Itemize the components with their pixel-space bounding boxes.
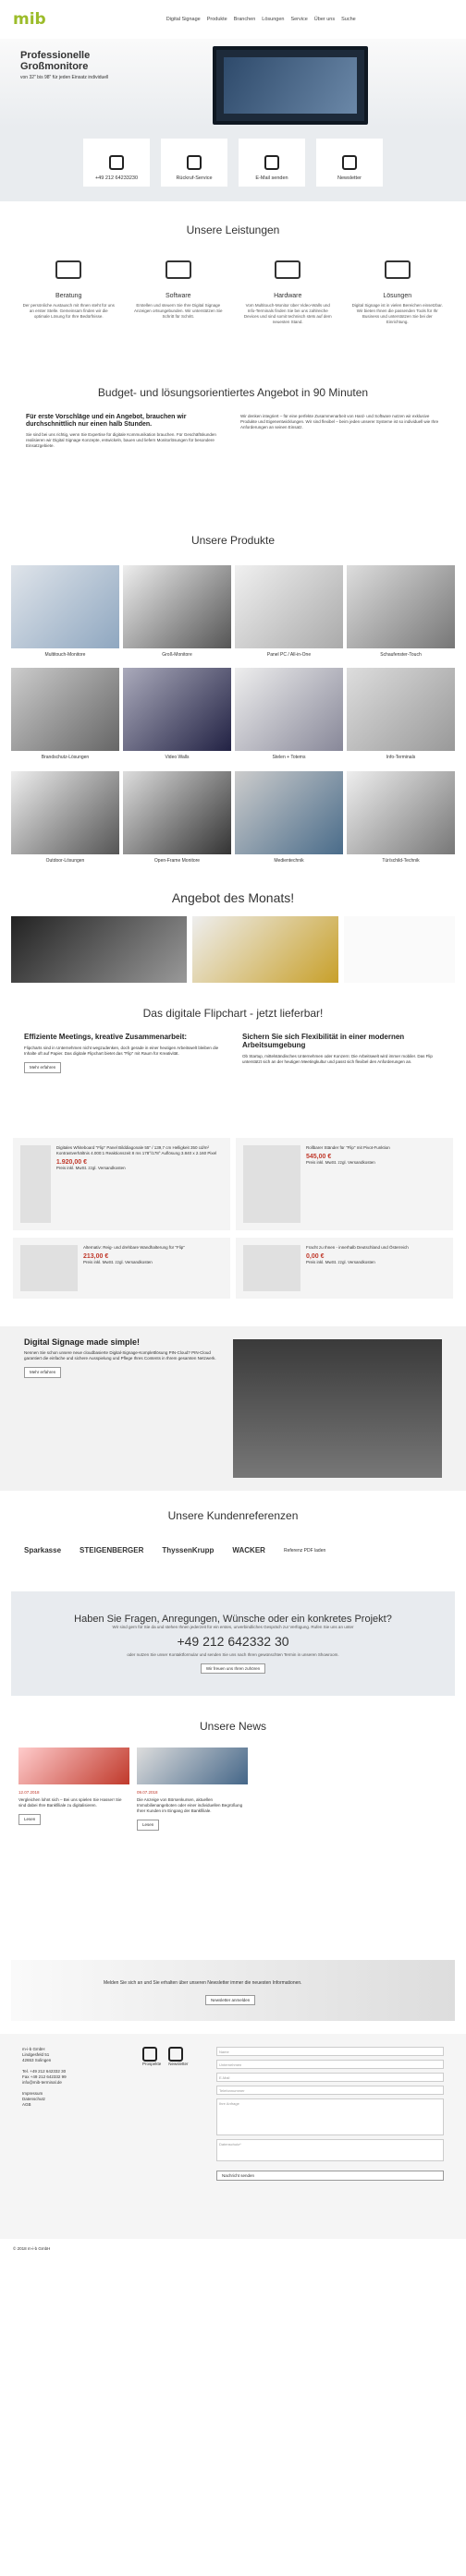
- nav-item[interactable]: Über uns: [313, 17, 336, 22]
- services-title: Unsere Leistungen: [186, 224, 280, 236]
- nav-item[interactable]: Digital Signage: [166, 17, 201, 22]
- offer-image: [192, 916, 338, 983]
- flipchart-text: Effiziente Meetings, kreative Zusammenarbeit: Flipcharts sind in Unternehmen nicht wegzudenken, doch gerade in einer heutigen Arbeitswelt bleiben die Inhalte oft auf Papier. Das digitale Flipchart bietet das "Flip" mit Raum für Kreativität. Mehr erfahren Sichern Sie sich Flexibilität in einer modernen Arbeitsumgebung Ob Startup, mittelständisches Unternehmen oder Konzern: Die Arbeitswelt wird immer mobiler. Das Flip unterstützt sich an der heutigen Meetingkultur und passt sich flexibel den Anforderungen an.: [0, 1027, 466, 1129]
- newsletter-box[interactable]: Newsletter: [316, 139, 383, 187]
- document-icon: [142, 2047, 157, 2062]
- services: [0, 260, 466, 353]
- footer-link[interactable]: Datenschutz: [22, 2097, 46, 2101]
- product-tile[interactable]: Tür/schild-Technik: [347, 771, 455, 867]
- hero-title: Professionelle Großmonitore: [20, 50, 91, 72]
- flip-panel-image: [20, 1145, 51, 1223]
- product-card[interactable]: Fracht zu Ihnen - innerhalb Deutschland und Österreich 0,00 € Preis inkl. MwSt. zzgl. Versandkosten: [236, 1238, 453, 1299]
- product-tile[interactable]: Schaufenster-Touch: [347, 565, 455, 661]
- hero-monitor-image: [213, 46, 368, 125]
- pin-cloud-image: [233, 1339, 442, 1478]
- digital-signage-section: Digital Signage made simple! Nennen Sie schon unsere neue cloudbasierte Digital-Signage-Komplettlösung PIN-Cloud? PIN-Cloud garantiert die einfache und sichere Ausspielung und Pflege Ihres Contents in Ihrem gesamten Netzwerk. Mehr erfahren: [0, 1326, 466, 1491]
- shipping-image: [243, 1245, 300, 1291]
- company-field[interactable]: Unternehmen: [216, 2060, 444, 2069]
- flip-products-row2: [13, 1238, 453, 1299]
- wall-mount-image: [20, 1245, 78, 1291]
- nav-item[interactable]: Lösungen: [262, 17, 285, 22]
- product-card[interactable]: Alternativ: Reig- und drehbare Wandhalterung für "Flip" 213,00 € Preis inkl. MwSt. zzgl. Versandkosten: [13, 1238, 230, 1299]
- service-loesungen: Lösungen Digital Signage ist in vielen Bereichen einsetzbar. Wir bieten Ihnen die passenden Tools für Ihr Business und unterstützen Sie bei der Einrichtung.: [351, 260, 445, 353]
- product-tile[interactable]: Open-Frame Monitore: [123, 771, 231, 867]
- top-header: [0, 0, 466, 39]
- contact-cta: Haben Sie Fragen, Anregungen, Wünsche oder ein konkretes Projekt? Wir sind gern für Sie da und stehen Ihnen jederzeit für ein erstes, unverbindliches Gespräch zur Verfügung. Rufen Sie uns an unter +49 212 642332 30 oder nutzen Sie unser Kontaktformular und senden Sie uns nach Ihren gewünschten Termin in unseren Showroom. Wir freuen uns Ihren zuhören: [11, 1591, 455, 1696]
- service-hardware: Hardware Vom Multitouch-Monitor über Video-Walls und Info-Terminals finden Sie bei uns zahlreiche Devices und sind somit technisch stets auf dem neuesten Stand.: [241, 260, 335, 353]
- monitor-icon: [275, 260, 300, 279]
- products-title: Unsere Produkte: [190, 534, 276, 547]
- footer: m-i-b GmbH Lindgesfeld 51 42653 Solingen Tel. +49 212 642332 30 Fax +49 212 642332 99 info@mib-terminal.de Impressum Datenschutz AGB Prospekte Newsletter Name Unternehmen E-Mail Telefonnummer Ihre Anfrage Datenschutz* Nachricht senden: [0, 2034, 466, 2239]
- newsletter-link[interactable]: Newsletter: [168, 2047, 188, 2226]
- logo-wacker: WACKER: [232, 1546, 265, 1554]
- more-button[interactable]: Mehr erfahren: [24, 1062, 61, 1073]
- logo[interactable]: mib: [13, 10, 46, 29]
- name-field[interactable]: Name: [216, 2047, 444, 2056]
- nav-item[interactable]: Suche: [341, 17, 356, 22]
- newsletter-icon: [342, 155, 357, 170]
- month-offer-images[interactable]: [0, 916, 466, 983]
- offer-image: [11, 916, 187, 983]
- month-title: Angebot des Monats!: [171, 890, 295, 905]
- product-tile[interactable]: Groß-Monitore: [123, 565, 231, 661]
- product-card[interactable]: Rollbarer Ständer für "Flip" mit Pivot-Funktion 545,00 € Preis inkl. MwSt. zzgl. Versandkosten: [236, 1138, 453, 1230]
- submit-button[interactable]: Nachricht senden: [216, 2171, 444, 2181]
- people-icon: [55, 260, 81, 279]
- newsletter-icon: [168, 2047, 183, 2062]
- callback-icon: [187, 155, 202, 170]
- stand-image: [243, 1145, 300, 1223]
- references-title: Unsere Kundenreferenzen: [167, 1509, 299, 1522]
- reference-logos: [0, 1528, 466, 1573]
- cta-phone[interactable]: +49 212 642332 30: [177, 1634, 289, 1649]
- product-tile[interactable]: Brandschutz-Lösungen: [11, 668, 119, 764]
- flipchart-title: Das digitale Flipchart - jetzt lieferbar!: [142, 1007, 324, 1020]
- logo-sparkasse: Sparkasse: [24, 1546, 62, 1554]
- footer-link[interactable]: AGB: [22, 2102, 31, 2107]
- service-software: Software Erstellen und steuern Sie Ihre Digital Signage Anzeigen ortsungebunden. Wir unterstützen Sie Schritt für Schritt.: [132, 260, 226, 353]
- news-title: Unsere News: [199, 1720, 267, 1733]
- contact-form: [216, 2047, 444, 2226]
- footer-email[interactable]: info@mib-terminal.de: [22, 2080, 62, 2085]
- product-grid: [0, 565, 466, 870]
- nav-item[interactable]: Branchen: [233, 17, 256, 22]
- cta-button[interactable]: Wir freuen uns Ihren zuhören: [201, 1663, 265, 1674]
- product-tile[interactable]: Outdoor-Lösungen: [11, 771, 119, 867]
- product-card[interactable]: Digitales Whiteboard "Flip" Panel Bilddiagonale 55" / 139,7 cm Helligkeit 350 cd/m² Kontrastverhältnis 4.000:1 Reaktionszeit 8 ms 178°/178° Auflösung 3.840 x 2.160 Pixel 1.920,00 € Preis inkl. MwSt. zzgl. Versandkosten: [13, 1138, 230, 1230]
- offer-image: [344, 916, 455, 983]
- product-tile[interactable]: Panel PC / All-in-One: [235, 565, 343, 661]
- callback-box[interactable]: Rückruf-Service: [161, 139, 227, 187]
- offer-text: Für erste Vorschläge und ein Angebot, brauchen wir durchschnittlich nur einen halb Stunden. Sie sind bei uns richtig, wenn Sie Expertise für digitale Kommunikation brauchen. Für Geschäftskunden realisieren wir Digital Signage Konzepte, entwickeln, bauen und liefern Monitorlösungen für besondere Einsatzgebiete. Wir denken integriert – für eine perfekte Zusammenarbeit von Hard- und Software nutzen wir exklusive Produkte und Eigenentwicklungen. Wir sind flexibel – beim jeden unserer Systeme ist so individuell wie Ihre Anforderungen an seinen Einsatz.: [26, 414, 439, 448]
- email-box[interactable]: E-Mail senden: [239, 139, 305, 187]
- nav-item[interactable]: Produkte: [206, 17, 227, 22]
- logo-thyssenkrupp: ThyssenKrupp: [162, 1546, 215, 1554]
- reference-pdf-link[interactable]: Referenz PDF laden: [283, 1547, 326, 1554]
- contact-row: [0, 127, 466, 201]
- more-button[interactable]: Mehr erfahren: [24, 1367, 61, 1378]
- product-tile[interactable]: Multitouch-Monitore: [11, 565, 119, 661]
- read-button[interactable]: Lesen: [137, 1820, 159, 1831]
- product-tile[interactable]: Stelen + Totems: [235, 668, 343, 764]
- nav-item[interactable]: Service: [290, 17, 308, 22]
- email-field[interactable]: E-Mail: [216, 2073, 444, 2082]
- news-list: [0, 1748, 466, 1941]
- offer-title: Budget- und lösungsorientiertes Angebot in 90 Minuten: [97, 386, 369, 399]
- phone-icon: [109, 155, 124, 170]
- service-beratung: Beratung Der persönliche Austausch mit Ihnen steht für uns an erster Stelle. Gemeinsam finden wir die optimale Lösung für Ihre Bedürfnisse.: [22, 260, 116, 353]
- prospekte-link[interactable]: Prospekte: [142, 2047, 161, 2226]
- flip-products-row1: [13, 1138, 453, 1230]
- message-field[interactable]: Ihre Anfrage: [216, 2098, 444, 2135]
- product-tile[interactable]: Medientechnik: [235, 771, 343, 867]
- hero-banner: [0, 39, 466, 127]
- software-icon: [166, 260, 191, 279]
- phone-box[interactable]: +49 212 64233230: [83, 139, 150, 187]
- copyright: © 2018 m-i-b GmbH: [13, 2246, 51, 2251]
- mail-icon: [264, 155, 279, 170]
- product-tile[interactable]: Video Walls: [123, 668, 231, 764]
- news-item[interactable]: 09.07.2018 Die Anzeige von Börsenkursen, aktuellen Immobilienangeboten oder einer individuellen Begrüßung Ihrer Kunden im Eingang der Bankfiliale. Lesen: [137, 1748, 248, 1941]
- main-nav: [166, 17, 356, 22]
- footer-link[interactable]: Impressum: [22, 2091, 43, 2096]
- product-tile[interactable]: Info-Terminals: [347, 668, 455, 764]
- phone-field[interactable]: Telefonnummer: [216, 2086, 444, 2095]
- newsletter-banner: Melden Sie sich an und Sie erhalten über unseren Newsletter immer die neuesten Informationen. Newsletter anmelden: [11, 1960, 455, 2021]
- news-item[interactable]: 12.07.2018 Vergleichen lohnt sich – Bei uns spielen Sie Hasser! Sie sind dabei Ihre Bankfiliale zu digitalisieren. Lesen: [18, 1748, 129, 1941]
- hero-subtitle: von 32" bis 98" für jeden Einsatz individuell: [20, 75, 109, 80]
- read-button[interactable]: Lesen: [18, 1814, 41, 1825]
- logo-steigenberger: STEIGENBERGER: [80, 1546, 144, 1554]
- privacy-checkbox[interactable]: Datenschutz*: [216, 2139, 444, 2161]
- lightbulb-icon: [385, 260, 411, 279]
- newsletter-button[interactable]: Newsletter anmelden: [205, 1995, 255, 2005]
